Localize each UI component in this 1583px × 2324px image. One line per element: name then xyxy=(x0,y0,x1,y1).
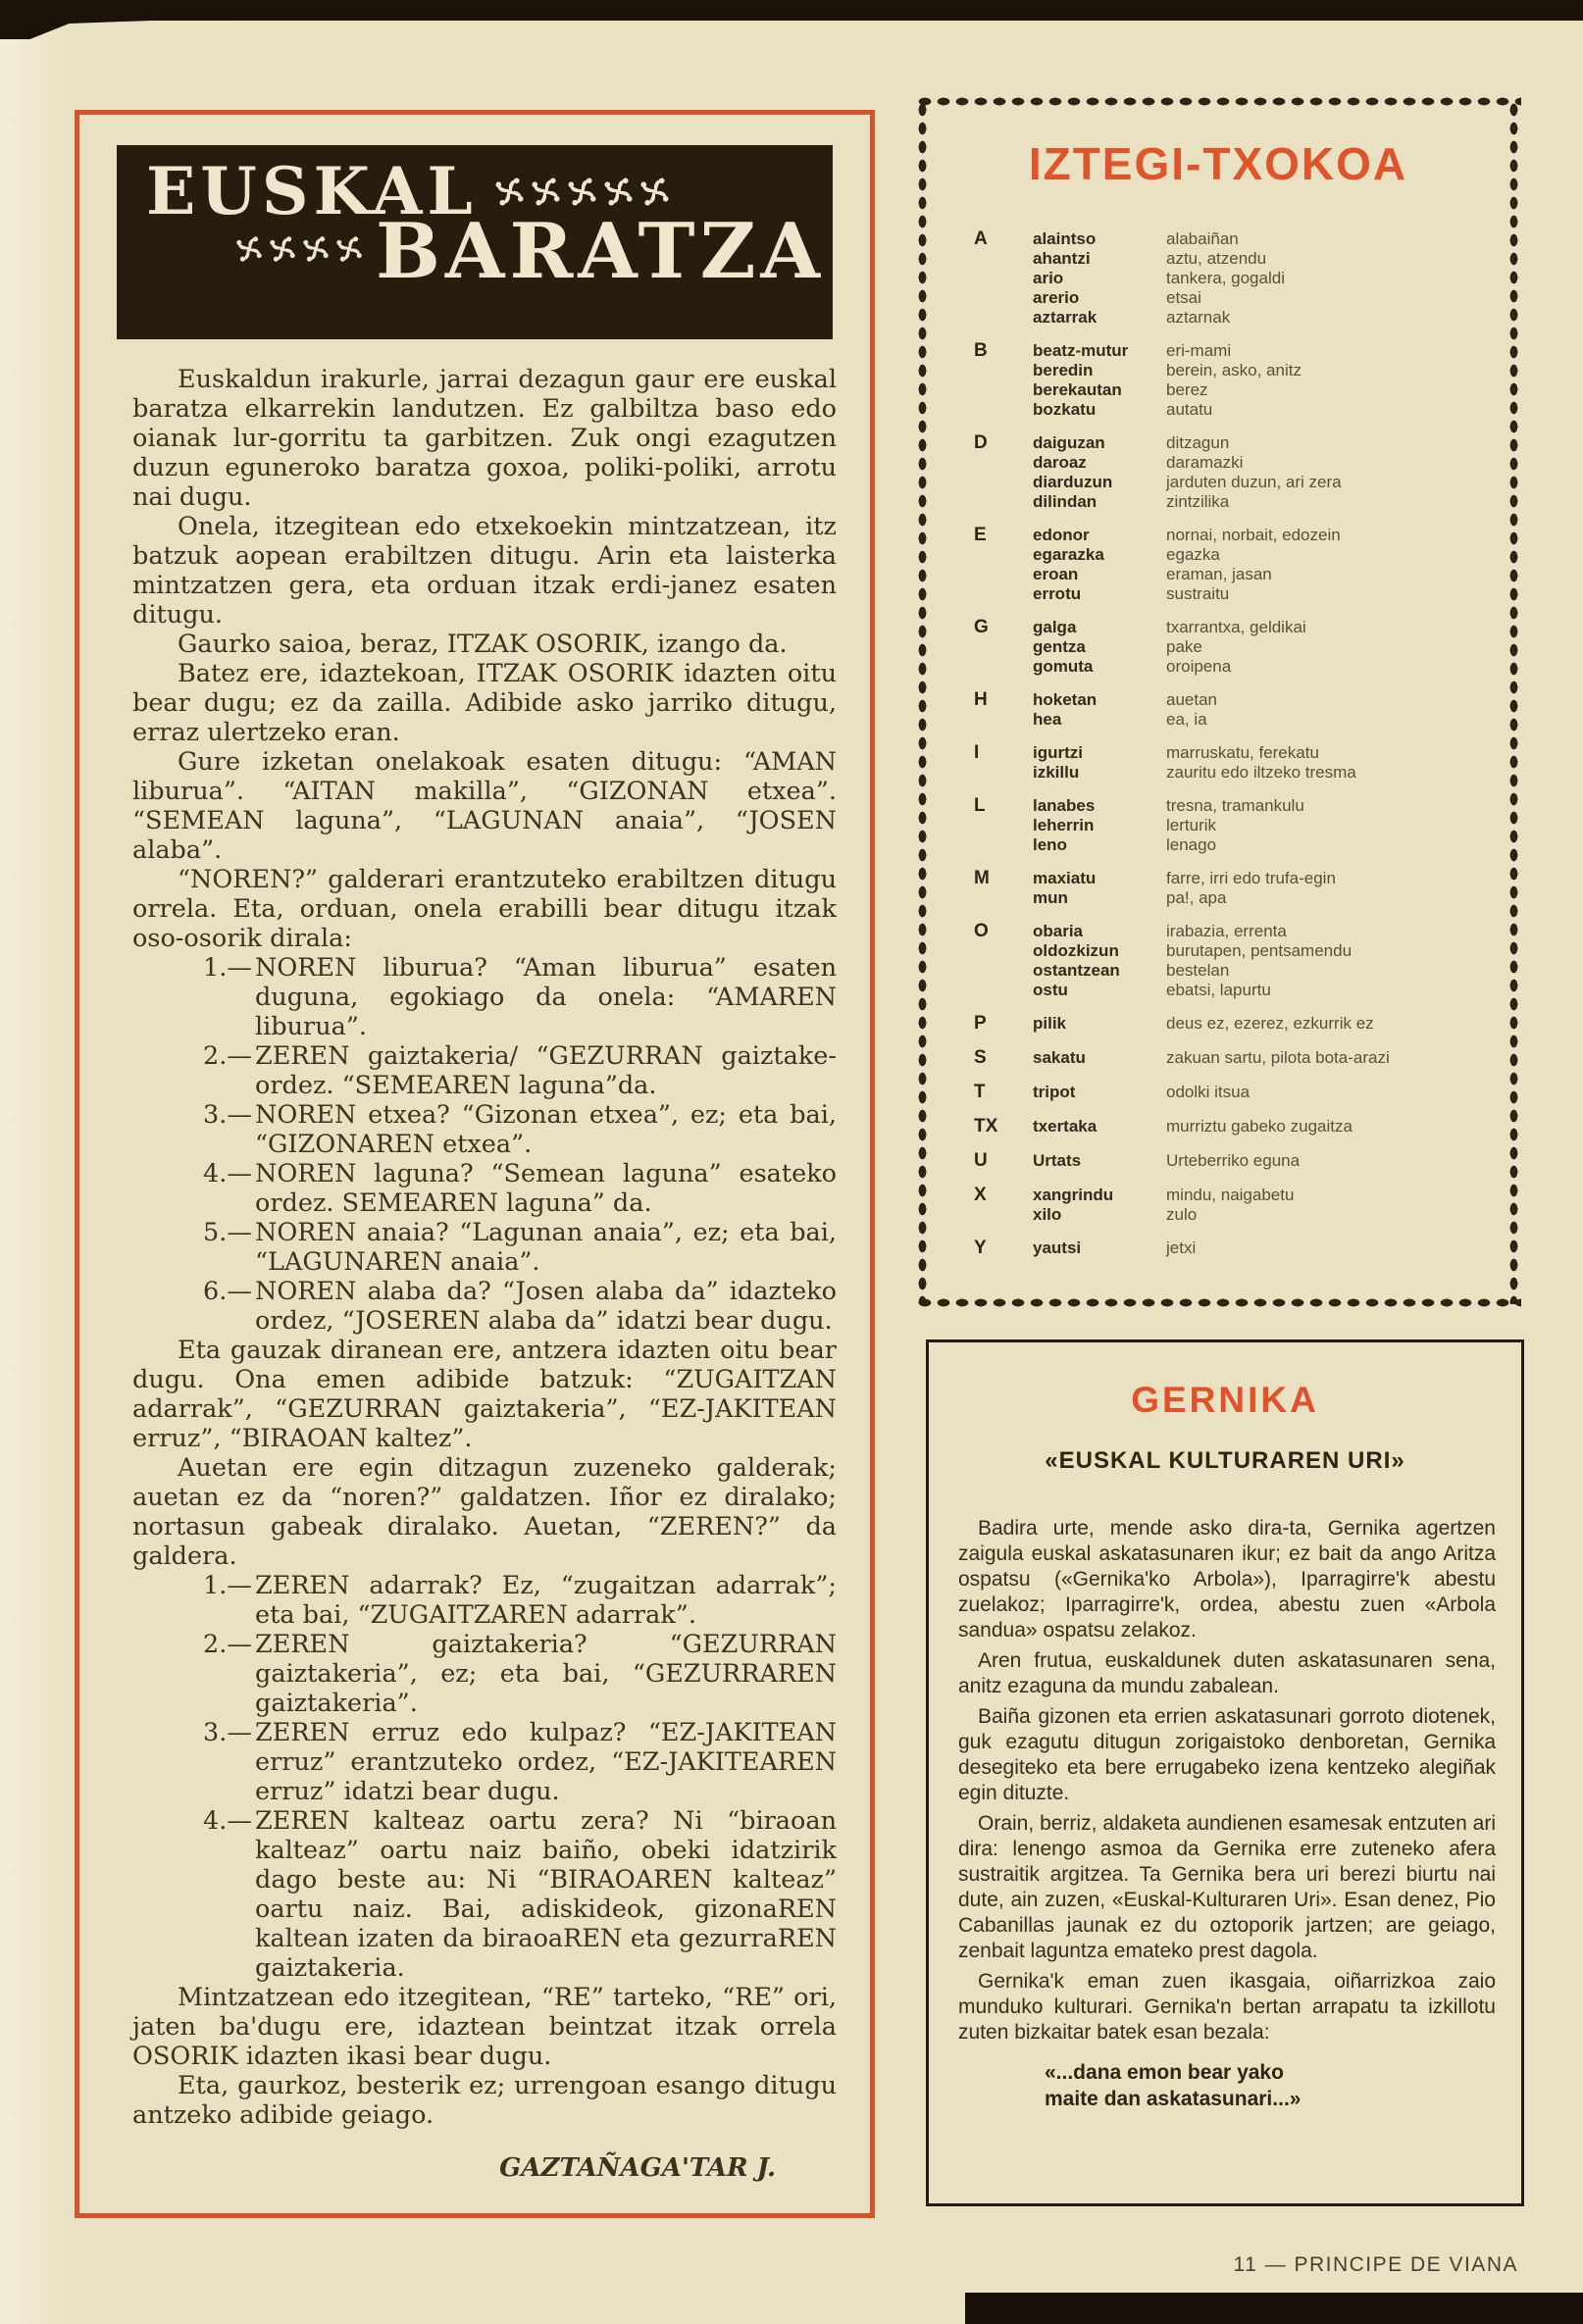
dict-word: edonor xyxy=(1033,526,1090,544)
dict-entry xyxy=(1033,888,1521,908)
lauburu-icon xyxy=(493,176,526,208)
dict-entry xyxy=(1033,526,1521,545)
dict-definition: txarrantxa, geldikai xyxy=(1166,618,1306,636)
dict-letter: X xyxy=(974,1185,987,1205)
dict-definition: eri-mami xyxy=(1166,341,1232,360)
dict-entry xyxy=(1033,433,1521,453)
dict-definition: jetxi xyxy=(1166,1238,1197,1257)
dict-group xyxy=(974,1014,1521,1034)
list-number: 4.— xyxy=(203,1159,252,1188)
euskal-baratza-logo xyxy=(117,145,833,339)
dict-word: hoketan xyxy=(1033,690,1098,709)
dict-entries xyxy=(1033,1151,1521,1171)
article-paragraph: Auetan ere egin ditzagun zuzeneko galderak; auetan ez da “noren?” galdatzen. Iñor ez diralako; nortasun gabeak diralako. Auetan, “ZEREN?” da galdera. xyxy=(132,1453,837,1571)
dict-definition: tresna, tramankulu xyxy=(1166,796,1304,815)
dict-entry xyxy=(1033,816,1521,835)
dict-word: lanabes xyxy=(1033,796,1096,815)
list-text: NOREN laguna? “Semean laguna” esateko ordez. SEMEAREN laguna” da. xyxy=(255,1159,837,1218)
dict-entry xyxy=(1033,229,1521,249)
dict-definition: bestelan xyxy=(1166,961,1230,980)
article-paragraph: Mintzatzean edo itzegitean, “RE” tarteko, “RE” ori, jaten ba'dugu ere, idaztean beintzat itzak orrela OSORIK idazten ikasi bear dugu. xyxy=(132,1983,837,2071)
dict-word: daroaz xyxy=(1033,453,1087,472)
dict-word: galga xyxy=(1033,618,1077,636)
dict-group xyxy=(974,1083,1521,1102)
dict-entries xyxy=(1033,1117,1521,1137)
dict-definition: berez xyxy=(1166,380,1208,399)
dict-word: dilindan xyxy=(1033,492,1098,511)
list-text: NOREN anaia? “Lagunan anaia”, ez; eta bai, “LAGUNAREN anaia”. xyxy=(255,1218,837,1277)
lauburu-icon xyxy=(566,176,598,208)
scan-top-bar xyxy=(0,0,1583,21)
dict-definition: pa!, apa xyxy=(1166,888,1227,907)
bead-border-left xyxy=(915,100,930,1304)
list-text: NOREN liburua? “Aman liburua” esaten duguna, egokiago da onela: “AMAREN liburua”. xyxy=(255,953,837,1041)
iztegi-title: IZTEGI-TXOKOA xyxy=(1028,138,1408,189)
gernika-quote-line: «...dana emon bear yako xyxy=(1045,2061,1284,2084)
dict-group xyxy=(974,1117,1521,1137)
dict-group xyxy=(974,743,1521,783)
dict-definition: zintzilika xyxy=(1166,492,1230,511)
dict-definition: Urteberriko eguna xyxy=(1166,1151,1301,1170)
list-number: 6.— xyxy=(203,1277,252,1306)
article-paragraph: “NOREN?” galderari erantzuteko erabiltzen ditugu orrela. Eta, orduan, onela erabilli bear ditugu itzak oso-osorik dirala: xyxy=(132,865,837,953)
dict-word: Urtats xyxy=(1033,1151,1082,1170)
list-text: ZEREN adarrak? Ez, “zugaitzan adarrak”; eta bai, “ZUGAITZAREN adarrak”. xyxy=(255,1571,837,1630)
dict-word: izkillu xyxy=(1033,763,1080,782)
dict-group xyxy=(974,922,1521,1000)
dict-definition: nornai, norbait, edozein xyxy=(1166,526,1341,544)
dict-entry xyxy=(1033,981,1521,1000)
dict-letter: H xyxy=(974,689,988,710)
dict-entries xyxy=(1033,229,1521,328)
dict-entry xyxy=(1033,763,1521,783)
dict-entry xyxy=(1033,269,1521,288)
dict-definition: odolki itsua xyxy=(1166,1083,1251,1101)
dict-word: bozkatu xyxy=(1033,400,1097,419)
dict-word: leno xyxy=(1033,835,1067,854)
lauburu-icon xyxy=(268,234,297,264)
lauburu-icon-row-top xyxy=(491,176,673,208)
dict-group xyxy=(974,1238,1521,1258)
dict-group xyxy=(974,869,1521,908)
dict-definition: autatu xyxy=(1166,400,1213,419)
gernika-subtitle: «EUSKAL KULTURAREN URI» xyxy=(1045,1447,1405,1474)
dict-definition: zakuan sartu, pilota bota-arazi xyxy=(1166,1048,1390,1067)
dict-entry xyxy=(1033,1083,1521,1102)
dict-entries xyxy=(1033,341,1521,420)
gernika-quote xyxy=(1045,2059,1521,2112)
dict-entry xyxy=(1033,637,1521,657)
article-list-item xyxy=(132,1159,837,1218)
dict-entries xyxy=(1033,796,1521,855)
dict-word: ostantzean xyxy=(1033,961,1120,980)
dict-word: ahantzi xyxy=(1033,249,1091,268)
dict-entries xyxy=(1033,869,1521,908)
dict-definition: farre, irri edo trufa-egin xyxy=(1166,869,1336,887)
dict-group xyxy=(974,433,1521,512)
dict-definition: mindu, naigabetu xyxy=(1166,1186,1295,1204)
dict-definition: egazka xyxy=(1166,545,1220,564)
dict-letter: U xyxy=(974,1150,988,1171)
list-number: 5.— xyxy=(203,1218,252,1247)
dict-word: beatz-mutur xyxy=(1033,341,1129,360)
dict-word: ostu xyxy=(1033,981,1068,999)
dict-entries xyxy=(1033,1048,1521,1068)
dict-letter: Y xyxy=(974,1238,987,1258)
gernika-paragraph: Gernika'k eman zuen ikasgaia, oiñarrizkoa zaio munduko kulturari. Gernika'n bertan arrapatu ta izkillotu zuten bizkaitar batek esan bezala: xyxy=(958,1970,1496,2044)
dict-word: aztarrak xyxy=(1033,308,1098,327)
dict-entry xyxy=(1033,743,1521,763)
dict-letter: B xyxy=(974,340,988,361)
dict-definition: burutapen, pentsamendu xyxy=(1166,941,1353,960)
dict-word: xilo xyxy=(1033,1205,1062,1224)
dict-definition: berein, asko, anitz xyxy=(1166,361,1302,379)
dict-word: mun xyxy=(1033,888,1068,907)
gernika-paragraph: Aren frutua, euskaldunek duten askatasunaren sena, anitz ezaguna da mundu zabalean. xyxy=(958,1649,1496,1697)
dict-entry xyxy=(1033,1014,1521,1034)
gernika-quote-line: maite dan askatasunari...» xyxy=(1045,2088,1302,2110)
dict-entry xyxy=(1033,1186,1521,1205)
dict-definition: marruskatu, ferekatu xyxy=(1166,743,1319,762)
dict-word: berekautan xyxy=(1033,380,1122,399)
article-signature: GAZTAÑAGA'TAR J. xyxy=(499,2153,776,2183)
dict-entry xyxy=(1033,308,1521,328)
dict-letter: G xyxy=(974,617,989,637)
dict-entry xyxy=(1033,869,1521,888)
gernika-paragraph: Orain, berriz, aldaketa aundienen esamesak entzuten ari dira: lenengo asmoa da Gernika erre zuteneko afera sustraitik argitzea. Ta Gernika bera uri berezi biurtu nai dute, ain zuzen, «Euskal-Kulturaren Uri». Esan denez, Pio Cabanillas jaunak ez du oztoporik jartzen; are geiago, zenbait laguntza emateko prest dagola. xyxy=(958,1812,1496,1962)
dict-group xyxy=(974,796,1521,855)
article-list-item xyxy=(132,1806,837,1983)
bead-border-top xyxy=(915,94,1521,109)
article-paragraph: Eta, gaurkoz, besterik ez; urrengoan esango ditugu antzeko adibide geiago. xyxy=(132,2071,837,2130)
dict-word: daiguzan xyxy=(1033,433,1105,452)
dict-entry xyxy=(1033,545,1521,565)
dict-entries xyxy=(1033,690,1521,730)
dict-entry xyxy=(1033,941,1521,961)
dictionary xyxy=(974,229,1521,1258)
dict-word: pilik xyxy=(1033,1014,1067,1033)
list-number: 1.— xyxy=(203,1571,252,1600)
dict-definition: ebatsi, lapurtu xyxy=(1166,981,1271,999)
lauburu-icon xyxy=(234,234,264,264)
dict-entry xyxy=(1033,249,1521,269)
lauburu-icon xyxy=(638,176,671,208)
dict-definition: lerturik xyxy=(1166,816,1217,834)
dict-definition: aztarnak xyxy=(1166,308,1231,327)
dict-entries xyxy=(1033,526,1521,604)
dict-word: obaria xyxy=(1033,922,1084,940)
dict-entry xyxy=(1033,657,1521,677)
list-text: NOREN alaba da? “Josen alaba da” idazteko ordez, “JOSEREN alaba da” idatzi bear dugu. xyxy=(255,1277,837,1336)
dict-group xyxy=(974,618,1521,677)
lauburu-icon xyxy=(602,176,635,208)
dict-definition: eraman, jasan xyxy=(1166,565,1272,583)
dict-word: ario xyxy=(1033,269,1064,287)
list-number: 2.— xyxy=(203,1041,252,1071)
dict-entry xyxy=(1033,1048,1521,1068)
dict-letter: T xyxy=(974,1082,986,1102)
bead-border-right xyxy=(1506,100,1521,1304)
dict-word: gomuta xyxy=(1033,657,1094,676)
article-list-item xyxy=(132,1041,837,1100)
dict-entry xyxy=(1033,473,1521,492)
dict-definition: irabazia, errenta xyxy=(1166,922,1287,940)
list-text: NOREN etxea? “Gizonan etxea”, ez; eta bai, “GIZONAREN etxea”. xyxy=(255,1100,837,1159)
dict-word: hea xyxy=(1033,710,1062,729)
dict-word: sakatu xyxy=(1033,1048,1086,1067)
dict-letter: O xyxy=(974,921,989,941)
dict-entry xyxy=(1033,288,1521,308)
dict-entry xyxy=(1033,922,1521,941)
list-number: 3.— xyxy=(203,1100,252,1130)
lauburu-icon xyxy=(301,234,331,264)
dict-entry xyxy=(1033,796,1521,816)
dict-definition: jarduten duzun, ari zera xyxy=(1166,473,1342,491)
dict-entry xyxy=(1033,618,1521,637)
article-list-item xyxy=(132,953,837,1041)
dict-word: tripot xyxy=(1033,1083,1076,1101)
list-text: ZEREN gaiztakeria? “GEZURRAN gaiztakeria”, ez; eta bai, “GEZURRAREN gaiztakeria”. xyxy=(255,1630,837,1718)
dict-entry xyxy=(1033,835,1521,855)
article-list-item xyxy=(132,1277,837,1336)
dict-word: maxiatu xyxy=(1033,869,1097,887)
dict-definition: zulo xyxy=(1166,1205,1198,1224)
dict-definition: oroipena xyxy=(1166,657,1232,676)
dict-entries xyxy=(1033,743,1521,783)
list-number: 3.— xyxy=(203,1718,252,1747)
logo-word-euskal: EUSKAL xyxy=(146,153,478,229)
dict-definition: lenago xyxy=(1166,835,1217,854)
dict-entries xyxy=(1033,1238,1521,1258)
dict-letter: A xyxy=(974,228,988,249)
dict-definition: sustraitu xyxy=(1166,584,1230,603)
dict-definition: murriztu gabeko zugaitza xyxy=(1166,1117,1353,1136)
article-list-item xyxy=(132,1571,837,1630)
dict-entry xyxy=(1033,380,1521,400)
article-paragraph: Onela, itzegitean edo etxekoekin mintzatzean, itz batzuk aopean erabiltzen ditugu. Arin eta laisterka mintzatzen gera, eta orduan itzak erdi-janez esaten ditugu. xyxy=(132,512,837,630)
lauburu-icon-row-bottom xyxy=(232,234,366,270)
dict-definition: daramazki xyxy=(1166,453,1244,472)
article-body xyxy=(79,365,870,2130)
dict-definition: etsai xyxy=(1166,288,1201,307)
dict-entry xyxy=(1033,1205,1521,1225)
dict-group xyxy=(974,341,1521,420)
dict-entry xyxy=(1033,453,1521,473)
dict-word: eroan xyxy=(1033,565,1079,583)
article-list-item xyxy=(132,1100,837,1159)
dict-group xyxy=(974,1186,1521,1225)
gernika-paragraph: Baiña gizonen eta errien askatasunari gorroto diotenek, guk ezagutu ditugun zorigaistoko denboretan, Gernika desegiteko eta bere errugabeko izena kentzeko alegiñak egin dituzte. xyxy=(958,1705,1496,1804)
lauburu-icon xyxy=(530,176,562,208)
dict-entries xyxy=(1033,618,1521,677)
dict-word: xangrindu xyxy=(1033,1186,1114,1204)
dict-entry xyxy=(1033,341,1521,361)
gernika-body xyxy=(958,1516,1496,2046)
dict-letter: E xyxy=(974,525,987,545)
dict-definition: ea, ia xyxy=(1166,710,1207,729)
dict-group xyxy=(974,690,1521,730)
dict-letter: L xyxy=(974,795,986,816)
gernika-title: GERNIKA xyxy=(1131,1380,1319,1420)
article-paragraph: Gaurko saioa, beraz, ITZAK OSORIK, izango da. xyxy=(178,630,788,659)
list-number: 4.— xyxy=(203,1806,252,1836)
dict-letter: M xyxy=(974,868,990,888)
list-text: ZEREN kalteaz oartu zera? Ni “biraoan kalteaz” oartu naiz baiño, obeki idatzirik dago beste au: Ni “BIRAOAREN kalteaz” oartu naiz. Bai, adiskideok, gizonaREN kaltean izaten da biraoaREN eta gezurraREN gaiztakeria. xyxy=(255,1806,837,1983)
dict-word: igurtzi xyxy=(1033,743,1083,762)
dict-word: beredin xyxy=(1033,361,1094,379)
dict-definition: auetan xyxy=(1166,690,1217,709)
dict-word: leherrin xyxy=(1033,816,1095,834)
dict-group xyxy=(974,229,1521,328)
gernika-box xyxy=(926,1339,1524,2206)
dict-word: errotu xyxy=(1033,584,1082,603)
dict-letter: TX xyxy=(974,1116,998,1137)
dict-entries xyxy=(1033,1083,1521,1102)
dict-word: arerio xyxy=(1033,288,1080,307)
dict-entry xyxy=(1033,492,1521,512)
dict-entries xyxy=(1033,433,1521,512)
iztegi-txokoa-box xyxy=(915,94,1521,1310)
article-paragraph: Batez ere, idaztekoan, ITZAK OSORIK idazten oitu bear dugu; ez da zailla. Adibide asko jarriko ditugu, erraz ulertzeko eran. xyxy=(132,659,837,747)
dict-entries xyxy=(1033,922,1521,1000)
dict-definition: aztu, atzendu xyxy=(1166,249,1267,268)
dict-entry xyxy=(1033,565,1521,584)
dict-word: yautsi xyxy=(1033,1238,1082,1257)
dict-entry xyxy=(1033,400,1521,420)
dict-definition: zauritu edo iltzeko tresma xyxy=(1166,763,1356,782)
dict-entry xyxy=(1033,361,1521,380)
bead-border-bottom xyxy=(915,1295,1521,1310)
dict-definition: tankera, gogaldi xyxy=(1166,269,1285,287)
dict-entry xyxy=(1033,1151,1521,1171)
list-text: ZEREN gaiztakeria/ “GEZURRAN gaiztake- ordez. “SEMEAREN laguna”da. xyxy=(255,1041,837,1100)
page-edge-shading xyxy=(0,21,61,2324)
lauburu-icon xyxy=(334,234,364,264)
dict-definition: deus ez, ezerez, ezkurrik ez xyxy=(1166,1014,1374,1033)
dict-entry xyxy=(1033,1117,1521,1137)
article-paragraph: Euskaldun irakurle, jarrai dezagun gaur ere euskal baratza elkarrekin landutzen. Ez galbiltza baso edo oianak lur-gorritu ta garbitzen. Zuk ongi ezagutzen duzun eguneroko baratza goxoa, poliki-poliki, arrotu nai dugu. xyxy=(132,365,837,512)
dict-entry xyxy=(1033,584,1521,604)
dict-letter: D xyxy=(974,432,988,453)
dict-word: egarazka xyxy=(1033,545,1104,564)
dict-group xyxy=(974,1048,1521,1068)
gernika-paragraph: Badira urte, mende asko dira-ta, Gernika agertzen zaigula euskal askatasunaren ikur; ez bait da ango Aritza ospatsu («Gernika'ko Arbola»), Iparragirre'k abestu zuelakoz; Iparragirre'k, ordea, abestu zuen «Arbola sandua» ospatsu zelakoz. xyxy=(958,1517,1496,1642)
dict-word: txertaka xyxy=(1033,1117,1098,1136)
dict-word: oldozkizun xyxy=(1033,941,1119,960)
dict-letter: I xyxy=(974,742,980,763)
dict-entries xyxy=(1033,1186,1521,1225)
article-list-item xyxy=(132,1218,837,1277)
dict-word: alaintso xyxy=(1033,229,1097,248)
dict-group xyxy=(974,1151,1521,1171)
article-paragraph: Eta gauzak diranean ere, antzera idazten oitu bear dugu. Ona emen adibide batzuk: “ZUGAITZAN adarrak”, “GEZURRAN gaiztakeria”, “EZ-JAKITEAN erruz”, “BIRAOAN kaltez”. xyxy=(132,1336,837,1453)
article-list-item xyxy=(132,1630,837,1718)
dict-group xyxy=(974,526,1521,604)
dict-entry xyxy=(1033,961,1521,981)
dict-definition: pake xyxy=(1166,637,1202,656)
dict-letter: S xyxy=(974,1047,987,1068)
article-list-item xyxy=(132,1718,837,1806)
dict-entries xyxy=(1033,1014,1521,1034)
page-number-footer: 11 — PRINCIPE DE VIANA xyxy=(1233,2253,1518,2276)
list-text: ZEREN erruz edo kulpaz? “EZ-JAKITEAN erruz” erantzuteko ordez, “EZ-JAKITEAREN erruz” idatzi bear dugu. xyxy=(255,1718,837,1806)
dict-letter: P xyxy=(974,1013,987,1034)
list-number: 2.— xyxy=(203,1630,252,1659)
dict-entry xyxy=(1033,690,1521,710)
dict-word: diarduzun xyxy=(1033,473,1113,491)
scan-bottom-bar xyxy=(965,2293,1583,2324)
article-paragraph: Gure izketan onelakoak esaten ditugu: “AMAN liburua”. “AITAN makilla”, “GIZONAN etxea”. “SEMEAN laguna”, “LAGUNAN anaia”, “JOSEN alaba”. xyxy=(132,747,837,865)
logo-word-baratza: BARATZA xyxy=(376,207,826,296)
dict-entry xyxy=(1033,1238,1521,1258)
dict-entry xyxy=(1033,710,1521,730)
list-number: 1.— xyxy=(203,953,252,983)
dict-definition: alabaiñan xyxy=(1166,229,1239,248)
euskal-baratza-article-box xyxy=(75,110,875,2218)
dict-word: gentza xyxy=(1033,637,1086,656)
dict-definition: ditzagun xyxy=(1166,433,1230,452)
